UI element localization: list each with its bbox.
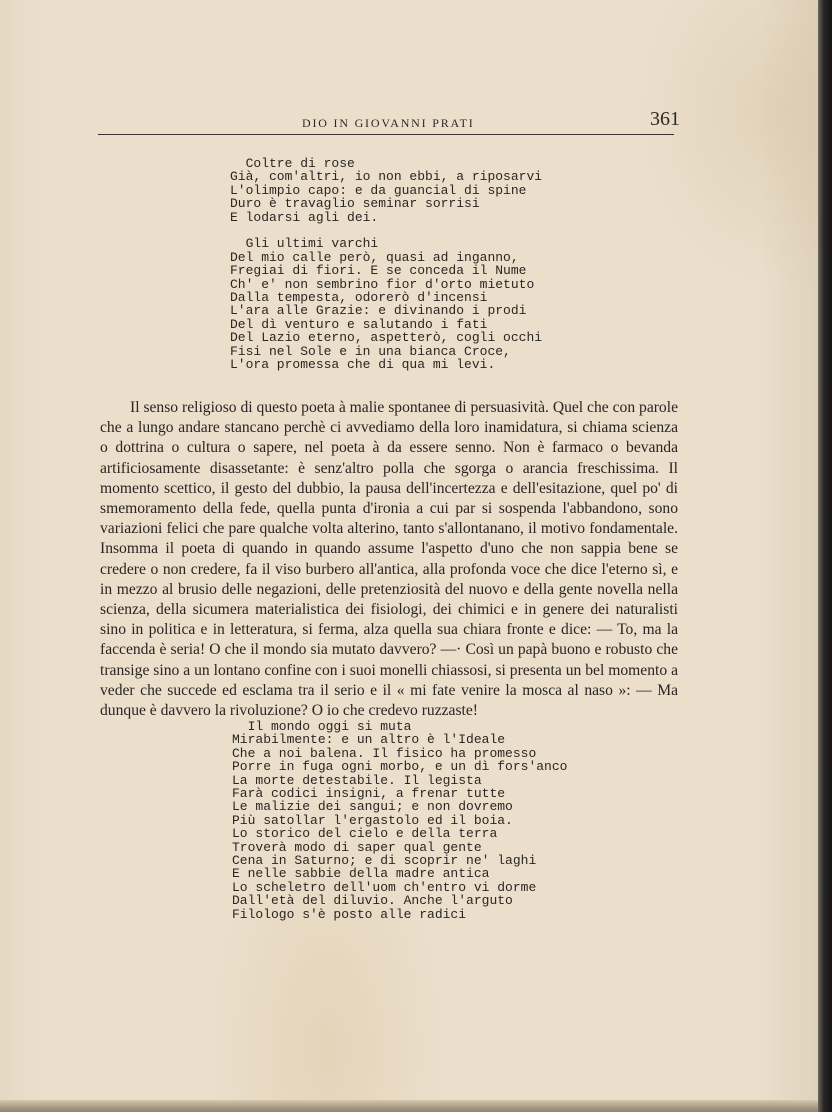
verse-line: Dalla tempesta, odorerò d'incensi (230, 290, 488, 306)
verse-line: Cena in Saturno; e di scoprir ne' laghi (232, 853, 537, 869)
verse-line: Del dì venturo e salutando i fati (230, 316, 488, 332)
verse-line: L'ora promessa che di qua mi levi. (230, 357, 496, 373)
verse-line: Ch' e' non sembrino fior d'orto mietuto (230, 276, 535, 292)
verse-line: La morte detestabile. Il legista (232, 772, 482, 788)
verse-line: Che a noi balena. Il fisico ha promesso (232, 745, 537, 761)
stanza-gap (230, 224, 542, 237)
verse-line: Gli ultimi varchi (230, 236, 379, 252)
verse-line: Porre in fuga ogni morbo, e un dì fors'anco (232, 759, 568, 775)
verse-line: Già, com'altri, io non ebbi, a riposarvi (230, 169, 543, 185)
page-edge-right (818, 0, 832, 1112)
verse-line: Lo scheletro dell'uom ch'entro vi dorme (232, 879, 537, 895)
verse-block-top (230, 157, 542, 371)
verse-line: Lo storico del cielo e della terra (232, 826, 498, 842)
running-head: DIO IN GIOVANNI PRATI (302, 116, 475, 130)
verse-line: Del mio calle però, quasi ad inganno, (230, 249, 519, 265)
verse-line: L'olimpio capo: e da guancial di spine (230, 182, 527, 198)
verse-line: Fregiai di fiori. E se conceda il Nume (230, 263, 527, 279)
verse-line: E lodarsi agli dei. (230, 209, 379, 225)
verse-line: Il mondo oggi si muta (232, 719, 412, 734)
verse-line: Coltre di rose (230, 156, 355, 171)
verse-line: Duro è travaglio seminar sorrisi (230, 196, 480, 212)
verse-block-bottom (232, 720, 567, 921)
prose-paragraph: Il senso religioso di questo poeta à malie spontanee di persuasività. Quel che con parole che a lungo andare stancano perchè ci avvediamo della loro inamidatura, si chiama scienza o dottrina o cultura o sapere, nel poeta à da essere senno. Non è farmaco o bevanda artificiosamente disassetante: è senz'altro polla che sgorga o arancia freschissima. Il momento scettico, il gesto del dubbio, la pausa dell'incertezza e dell'esitazione, quel po' di smemoramento della fede, quella punta d'ironia a cui par si sospenda l'abbandono, sono variazioni felici che pare qualche volta alterino, tanto s'allontanano, il motivo fondamentale. Insomma il poeta di quando in quando assume l'aspetto d'uno che non sappia bene se credere o non credere, fa il viso burbero all'antica, alla profonda voce che dice l'eterno sì, e in mezzo al brusio delle negazioni, delle pretenziosità del nuovo e della gente novella nella scienza, della sicumera materialistica dei fisiologi, dei chimici e in genere dei naturalisti sino in politica e in letteratura, si ferma, alza quella sua chiara fronte e dice: — To, ma la faccenda è seria! O che il mondo sia mutato davvero? —· Così un papà buono e robusto che transige sino a un lontano confine con i suoi monelli chiassosi, si presenta un bel momento a veder che succede ed esclama tra il serio e il « mi fate venire la mosca al naso »: — Ma dunque è davvero la rivoluzione? O io che credevo ruzzaste! (100, 399, 678, 720)
verse-line: L'ara alle Grazie: e divinando i prodi (230, 303, 527, 319)
page-number: 361 (650, 108, 680, 130)
verse-line: Mirabilmente: e un altro è l'Ideale (232, 732, 506, 748)
header-rule (98, 134, 674, 135)
verse-line: Filologo s'è posto alle radici (232, 906, 467, 922)
verse-line: Del Lazio eterno, aspetterò, cogli occhi (230, 330, 543, 346)
verse-line: E nelle sabbie della madre antica (232, 866, 490, 882)
verse-line: Farà codici insigni, a frenar tutte (232, 786, 506, 802)
verse-line: Fisi nel Sole e in una bianca Croce, (230, 343, 511, 359)
verse-line: Le malizie dei sangui; e non dovremo (232, 799, 513, 815)
page-edge-bottom (0, 1100, 818, 1112)
verse-line: Più satollar l'ergastolo ed il boia. (232, 812, 513, 828)
verse-line: Dall'età del diluvio. Anche l'arguto (232, 893, 513, 909)
verse-line: Troverà modo di saper qual gente (232, 839, 482, 855)
